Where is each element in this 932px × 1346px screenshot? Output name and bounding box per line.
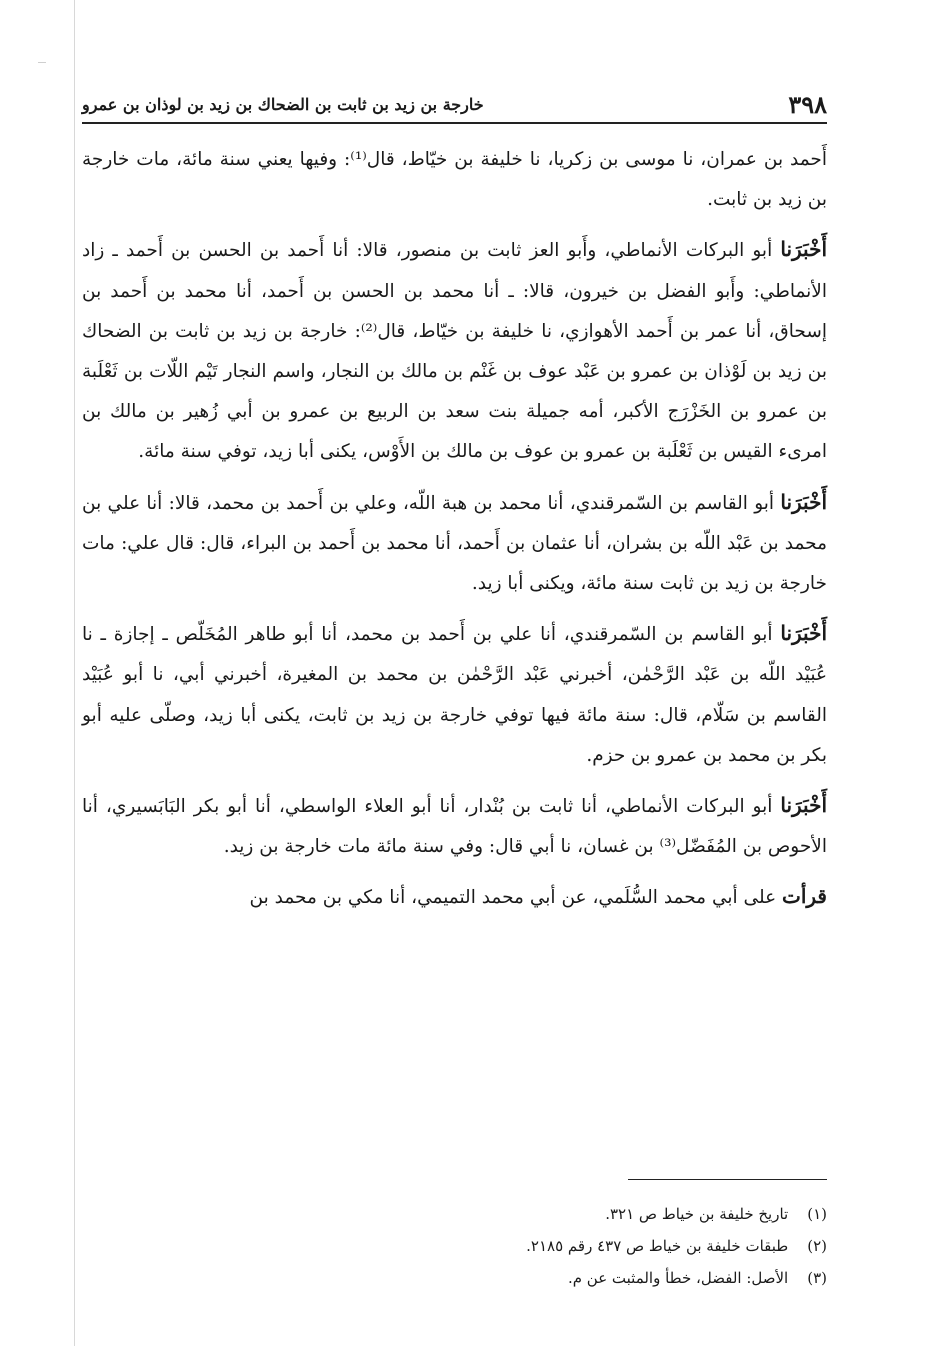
footnote-number: (١): [807, 1205, 827, 1223]
footnote-1: [82, 1198, 827, 1230]
paragraph-5: [82, 785, 827, 867]
paragraph-4: [82, 613, 827, 776]
footnote-2: [82, 1230, 827, 1262]
footnote-divider: [628, 1179, 827, 1180]
paragraph-lead: أَخْبَرَنا: [780, 793, 827, 818]
paragraph-text: أبو القاسم بن السّمرقندي، أنا علي بن أَحمد بن محمد، أنا أبو طاهر المُخَلّص ـ إجازة ـ نا عُبَيْد اللّه بن عَبْد الرَّحْمٰن، أخبرني عَبْد الرَّحْمٰن بن محمد بن المغيرة، أخبرني أبي، نا أبو عُبَيْد القاسم بن سَلّام، قال: سنة مائة فيها توفي خارجة بن زيد بن ثابت، يكنى أبا زيد، وصلّى عليه أبو بكر بن محمد بن عمرو بن حزم.: [82, 624, 827, 766]
footnotes: [82, 1198, 827, 1294]
paragraph-1: [82, 138, 827, 220]
paragraph-6: [82, 876, 827, 918]
paragraph-lead: أَخْبَرَنا: [780, 237, 827, 262]
body-text: [82, 138, 827, 919]
footnote-number: (٢): [807, 1237, 827, 1255]
paragraph-text: أبو القاسم بن السّمرقندي، أنا محمد بن هبة اللّه، وعلي بن أَحمد بن محمد، قالا: أنا علي بن محمد بن عَبْد اللّه بن بشران، أنا عثمان بن أَحمد، أنا محمد بن أَحمد بن البراء، قال: قال علي: مات خارجة بن زيد بن ثابت سنة مائة، ويكنى أبا زيد.: [82, 492, 827, 595]
footnote-text: طبقات خليفة بن خياط ص ٤٣٧ رقم ٢١٨٥.: [526, 1237, 789, 1255]
running-title: خارجة بن زيد بن ثابت بن الضحاك بن زيد بن لوذان بن عمرو: [82, 94, 484, 114]
footnote-text: تاريخ خليفة بن خياط ص ٣٢١.: [605, 1205, 789, 1223]
scan-margin-line: [74, 0, 75, 1346]
page-number: ٣٩٨: [788, 89, 827, 119]
paragraph-text: على أبي محمد السُّلَمي، عن أبي محمد التميمي، أنا مكي بن محمد بن: [249, 887, 783, 909]
paragraph-text: أبو البركات الأنماطي، أنا ثابت بن بُنْدار، أنا أبو العلاء الواسطي، أنا أبو بكر البَابَسيري، أنا الأحوص بن المُفَضّل⁽³⁾ بن غسان، نا أبي قال: وفي سنة مائة مات خارجة بن زيد.: [82, 796, 827, 858]
footnote-number: (٣): [807, 1269, 827, 1287]
footnote-3: [82, 1262, 827, 1294]
paragraph-text: أبو البركات الأنماطي، وأَبو العز ثابت بن منصور، قالا: أنا أَحمد بن الحسن بن أَحمد ـ زاد الأنماطي: وأَبو الفضل بن خيرون، قالا: ـ أنا محمد بن الحسن بن أَحمد، أنا محمد بن أَحمد بن إسحاق، أنا عمر بن أَحمد الأهوازي، نا خليفة بن خيّاط، قال⁽²⁾: خارجة بن زيد بن ثابت بن الضحاك بن زيد بن لَوْذان بن عمرو بن عَبْد عوف بن غَنْم بن مالك بن النجار، واسم النجار تَيْم اللّات بن ثَعْلَبة بن عمرو بن الخَزْرَج الأكبر، أمه جميلة بنت سعد بن الربيع بن عمرو بن أبي زُهير بن مالك بن امرىء القيس بن ثَعْلَبة بن عمرو بن عوف بن مالك بن الأَوْس، يكنى أبا زيد، توفي سنة مائة.: [82, 240, 827, 463]
footnote-text: الأصل: الفضل، خطأ والمثبت عن م.: [567, 1269, 789, 1287]
paragraph-lead: أَخْبَرَنا: [780, 489, 827, 514]
page-header: [82, 86, 827, 124]
paragraph-lead: أَخْبَرَنا: [780, 621, 827, 646]
paragraph-2: [82, 229, 827, 472]
paragraph-3: [82, 482, 827, 605]
paragraph-text: أَحمد بن عمران، نا موسى بن زكريا، نا خليفة بن خيّاط، قال⁽¹⁾: وفيها يعني سنة مائة، مات خارجة بن زيد بن ثابت.: [82, 149, 827, 211]
scan-mark: [38, 62, 46, 63]
paragraph-lead: قرأت: [782, 884, 827, 909]
